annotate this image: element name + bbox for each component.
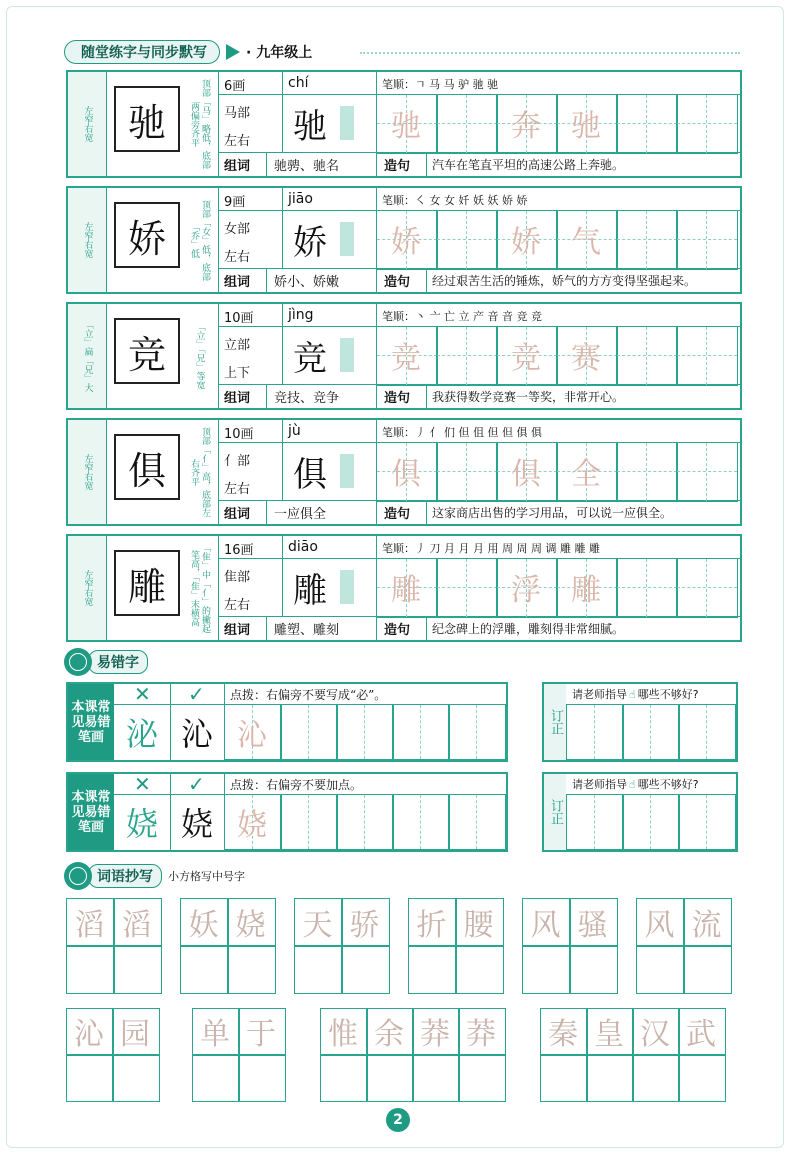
words: 一应俱全 [274, 506, 327, 522]
words-label: 组词 [224, 622, 251, 638]
copy-write-box[interactable] [192, 1054, 240, 1102]
copy-section-title: 词语抄写 小方格写中号字 [64, 862, 245, 890]
copy-write-box[interactable] [294, 945, 343, 994]
trace-char: 驰 [293, 106, 327, 147]
header-grade: · 九年级上 [246, 45, 313, 61]
practice-box[interactable] [280, 704, 338, 760]
words-label: 组词 [224, 158, 251, 174]
copy-word [192, 1008, 284, 1100]
copy-ghost-char: 武 [686, 1017, 716, 1052]
sentence-label: 造句 [384, 506, 411, 522]
trace-char: 娇 [293, 222, 327, 263]
ghost-char: 沁 [237, 718, 267, 753]
wrong-char: 娆 [125, 805, 158, 843]
structure-hint: 左窄右宽 [68, 188, 107, 292]
practice-box[interactable] [616, 326, 678, 386]
copy-write-box[interactable] [522, 945, 571, 994]
words-label: 组词 [224, 274, 251, 290]
practice-box[interactable] [616, 558, 678, 618]
stroke-order: 笔顺：丿 亻 们 但 伹 但 但 俱 俱 [382, 426, 542, 439]
stroke-order: 笔顺：㇛ 女 女 奷 妖 妖 娇 娇 [382, 194, 528, 207]
basketball-icon [64, 648, 92, 676]
practice-box[interactable] [676, 442, 738, 502]
fix-box [542, 682, 738, 762]
model-char: 雕 [114, 550, 180, 616]
practice-box[interactable] [616, 442, 678, 502]
practice-box[interactable] [336, 704, 394, 760]
practice-box[interactable] [676, 558, 738, 618]
copy-ghost-char: 折 [416, 907, 447, 943]
char-card [66, 418, 742, 526]
copy-ghost-char: 汉 [640, 1017, 670, 1052]
ghost-char: 气 [571, 225, 601, 260]
structure: 左右 [224, 249, 251, 265]
practice-box[interactable] [616, 94, 678, 154]
ghost-char: 全 [571, 457, 601, 492]
hand-icon: ☝ [629, 777, 636, 791]
copy-ghost-char: 园 [120, 1017, 150, 1052]
fix-prompt: 请老师指导 ☝ 哪些不够好? [572, 777, 699, 791]
trace-char: 俱 [293, 454, 327, 495]
copy-word [408, 898, 502, 992]
copy-write-box[interactable] [180, 945, 229, 994]
structure-hint: 左窄右宽 [68, 420, 107, 524]
radical: 立部 [224, 337, 251, 353]
ghost-char: 娇 [391, 225, 421, 260]
copy-write-box[interactable] [569, 945, 618, 994]
pinyin: jìng [288, 307, 314, 323]
writing-note: 「立」「兄」等宽 [194, 322, 205, 390]
copy-write-box[interactable] [408, 945, 457, 994]
stroke-order: 笔顺：丿 刀 月 月 月 用 周 周 周 调 雕 雕 雕 [382, 542, 600, 555]
writing-note: 顶部「女」低，底部「乔」低 [189, 199, 210, 281]
model-char: 娇 [114, 202, 180, 268]
header-title: 随堂练字与同步默写 [64, 40, 220, 64]
copy-ghost-char: 莽 [466, 1017, 496, 1052]
copy-write-box[interactable] [227, 945, 276, 994]
radical: 女部 [224, 221, 251, 237]
copy-word [66, 898, 160, 992]
copy-write-box[interactable] [636, 945, 685, 994]
copy-section-subtitle: 小方格写中号字 [168, 870, 245, 883]
words-label: 组词 [224, 390, 251, 406]
fix-practice-box[interactable] [566, 704, 624, 760]
ghost-char: 俱 [511, 457, 541, 492]
sentence: 经过艰苦生活的锤炼，娇气的方方变得坚强起来。 [432, 273, 697, 288]
practice-box[interactable] [448, 794, 506, 850]
ghost-char: 驰 [571, 109, 601, 144]
pinyin: jù [288, 423, 301, 439]
copy-write-box[interactable] [366, 1054, 414, 1102]
copy-ghost-char: 风 [644, 907, 675, 943]
practice-box[interactable] [436, 210, 498, 270]
hand-icon: ☝ [629, 687, 636, 701]
stroke-count: 6画 [224, 78, 246, 94]
copy-write-box[interactable] [112, 1054, 160, 1102]
copy-ghost-char: 余 [374, 1017, 404, 1052]
wrong-mark-icon: ✕ [134, 772, 151, 796]
pinyin: chí [288, 75, 309, 91]
writing-note: 「隹」中「亻」的撇起笔高，「隹」末横高 [189, 543, 210, 633]
copy-ghost-char: 娆 [235, 907, 266, 943]
pinyin: jiāo [288, 191, 313, 207]
model-char: 俱 [114, 434, 180, 500]
ghost-char: 驰 [391, 109, 421, 144]
ghost-char: 奔 [511, 109, 541, 144]
error-tip: 点拨：右偏旁不要加点。 [230, 777, 363, 792]
char-card [66, 302, 742, 410]
fix-practice-box[interactable] [678, 704, 736, 760]
trace-char: 竞 [293, 338, 327, 379]
copy-word [180, 898, 274, 992]
stroke-order: 笔顺：ㄱ 马 马 驴 驰 驰 [382, 78, 499, 91]
error-label: 本课常见易错笔画 [68, 684, 114, 760]
copy-ghost-char: 皇 [594, 1017, 624, 1052]
copy-ghost-char: 于 [246, 1017, 276, 1052]
practice-box[interactable] [676, 326, 738, 386]
copy-write-box[interactable] [540, 1054, 588, 1102]
volleyball-icon [64, 862, 92, 890]
practice-box[interactable] [280, 794, 338, 850]
copy-word [636, 898, 730, 992]
fix-box [542, 772, 738, 852]
copy-write-box[interactable] [341, 945, 390, 994]
sentence: 这家商店出售的学习用品，可以说一应俱全。 [432, 505, 673, 520]
copy-write-box[interactable] [66, 945, 115, 994]
copy-write-box[interactable] [113, 945, 162, 994]
copy-ghost-char: 风 [530, 907, 561, 943]
sentence: 我获得数学竞赛一等奖，非常开心。 [432, 389, 625, 404]
practice-box[interactable] [616, 210, 678, 270]
structure: 左右 [224, 481, 251, 497]
sentence-label: 造句 [384, 274, 411, 290]
ghost-char: 浮 [511, 573, 541, 608]
copy-ghost-char: 腰 [463, 907, 494, 943]
copy-ghost-char: 妖 [188, 907, 219, 943]
practice-box[interactable] [676, 210, 738, 270]
sentence-label: 造句 [384, 158, 411, 174]
error-item [66, 772, 508, 852]
stroke-count: 10画 [224, 426, 254, 442]
copy-word [540, 1008, 724, 1100]
practice-box[interactable] [436, 94, 498, 154]
copy-write-box[interactable] [66, 1054, 114, 1102]
error-item [66, 682, 508, 762]
structure: 上下 [224, 365, 251, 381]
copy-ghost-char: 骄 [349, 907, 380, 943]
ghost-char: 赛 [571, 341, 601, 376]
structure: 左右 [224, 597, 251, 613]
copy-ghost-char: 滔 [121, 907, 152, 943]
copy-ghost-char: 天 [302, 907, 333, 943]
error-label: 本课常见易错笔画 [68, 774, 114, 850]
words: 雕塑、雕刻 [274, 622, 340, 638]
copy-word [522, 898, 616, 992]
writing-note: 顶部「马」略低，底部两偏旁齐平 [189, 79, 210, 169]
copy-write-box[interactable] [678, 1054, 726, 1102]
copy-ghost-char: 骚 [577, 907, 608, 943]
pinyin: diāo [288, 539, 318, 555]
stroke-count: 10画 [224, 310, 254, 326]
fix-practice-box[interactable] [566, 794, 624, 850]
copy-ghost-char: 秦 [548, 1017, 578, 1052]
ghost-char: 娆 [237, 808, 267, 843]
header-divider [360, 52, 740, 54]
right-char: 娆 [180, 805, 213, 843]
wrong-mark-icon: ✕ [134, 682, 151, 706]
error-section-title: 易错字 [64, 648, 148, 676]
copy-write-box[interactable] [412, 1054, 460, 1102]
copy-write-box[interactable] [320, 1054, 368, 1102]
practice-box[interactable] [392, 704, 450, 760]
copy-write-box[interactable] [586, 1054, 634, 1102]
practice-box[interactable] [392, 794, 450, 850]
copy-write-box[interactable] [683, 945, 732, 994]
fix-practice-box[interactable] [622, 794, 680, 850]
copy-word [294, 898, 388, 992]
copy-ghost-char: 单 [200, 1017, 230, 1052]
model-char: 竞 [114, 318, 180, 384]
model-char: 驰 [114, 86, 180, 152]
writing-note: 顶部「亻」高，底部左右齐平 [189, 427, 210, 517]
header-arrow-icon [226, 44, 240, 60]
ghost-char: 雕 [391, 573, 421, 608]
copy-ghost-char: 沁 [74, 1017, 104, 1052]
structure: 左右 [224, 133, 251, 149]
practice-box[interactable] [436, 558, 498, 618]
practice-box[interactable] [436, 442, 498, 502]
char-card [66, 186, 742, 294]
copy-ghost-char: 流 [691, 907, 722, 943]
practice-box[interactable] [436, 326, 498, 386]
words-label: 组词 [224, 506, 251, 522]
copy-ghost-char: 莽 [420, 1017, 450, 1052]
sentence-label: 造句 [384, 622, 411, 638]
stroke-count: 9画 [224, 194, 246, 210]
practice-box[interactable] [676, 94, 738, 154]
ghost-char: 竞 [511, 341, 541, 376]
copy-ghost-char: 滔 [74, 907, 105, 943]
copy-word [320, 1008, 504, 1100]
fix-label: 订正 [544, 684, 566, 760]
right-char: 沁 [180, 715, 213, 753]
practice-box[interactable] [448, 704, 506, 760]
copy-write-box[interactable] [238, 1054, 286, 1102]
page-header [64, 40, 312, 64]
trace-char: 雕 [293, 570, 327, 611]
copy-ghost-char: 惟 [328, 1017, 358, 1052]
radical: 隹部 [224, 569, 251, 585]
radical: 马部 [224, 105, 251, 121]
page-number: 2 [386, 1108, 410, 1132]
fix-practice-box[interactable] [678, 794, 736, 850]
fix-practice-box[interactable] [622, 704, 680, 760]
char-card [66, 70, 742, 178]
radical: 亻部 [224, 453, 251, 469]
char-card [66, 534, 742, 642]
stroke-count: 16画 [224, 542, 254, 558]
words: 驰骋、驰名 [274, 158, 340, 174]
right-mark-icon: ✓ [188, 772, 205, 796]
fix-prompt: 请老师指导 ☝ 哪些不够好? [572, 687, 699, 701]
copy-write-box[interactable] [458, 1054, 506, 1102]
ghost-char: 俱 [391, 457, 421, 492]
right-mark-icon: ✓ [188, 682, 205, 706]
structure-hint: 左窄右宽 [68, 536, 107, 640]
error-tip: 点拨：右偏旁不要写成“必”。 [230, 687, 387, 702]
stroke-order: 笔顺：丶 亠 亡 立 产 音 音 竞 竞 [382, 310, 542, 323]
wrong-char: 泌 [125, 715, 158, 753]
structure-hint: 左窄右宽 [68, 72, 107, 176]
fix-label: 订正 [544, 774, 566, 850]
practice-box[interactable] [336, 794, 394, 850]
ghost-char: 娇 [511, 225, 541, 260]
sentence: 汽车在笔直平坦的高速公路上奔驰。 [432, 157, 625, 172]
structure-hint: 「立」扁「兄」大 [68, 304, 107, 408]
words: 娇小、娇嫩 [274, 274, 340, 290]
copy-write-box[interactable] [455, 945, 504, 994]
ghost-char: 竞 [391, 341, 421, 376]
copy-word [66, 1008, 158, 1100]
ghost-char: 雕 [571, 573, 601, 608]
sentence-label: 造句 [384, 390, 411, 406]
sentence: 纪念碑上的浮雕，雕刻得非常细腻。 [432, 621, 625, 636]
words: 竞技、竞争 [274, 390, 340, 406]
copy-write-box[interactable] [632, 1054, 680, 1102]
